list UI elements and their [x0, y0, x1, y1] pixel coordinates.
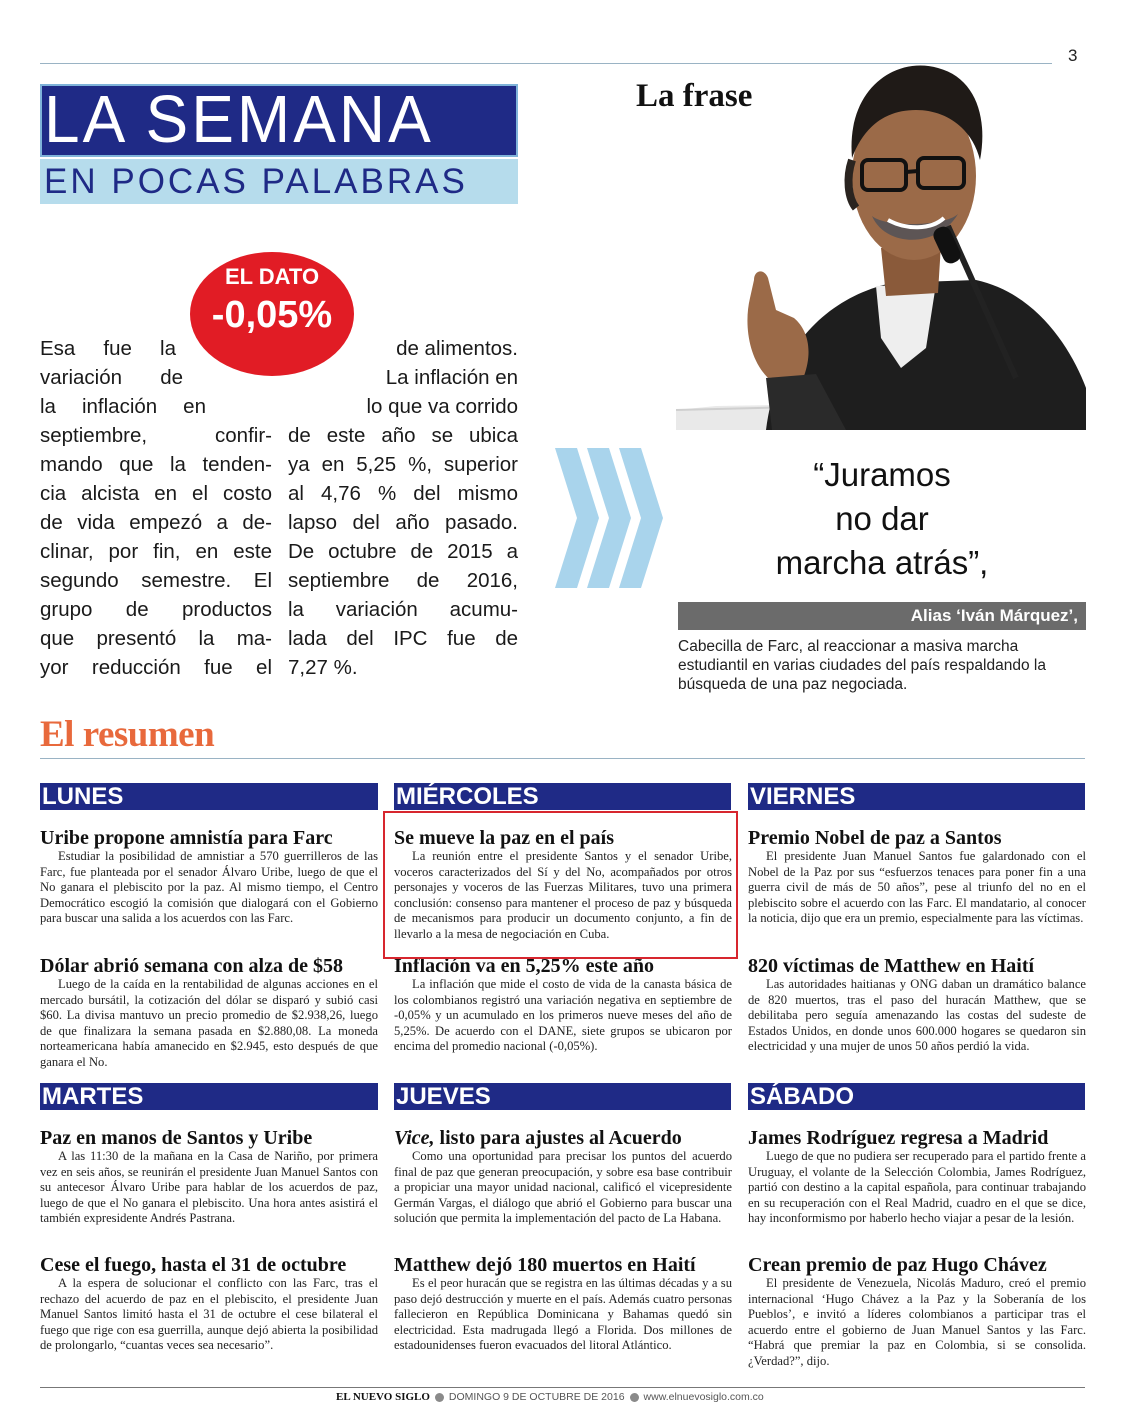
story [394, 1127, 732, 1227]
resumen-rule [40, 758, 1085, 759]
story-headline: Paz en manos de Santos y Uribe [40, 1127, 313, 1149]
story-body: La reunión entre el presidente Santos y el senador Uribe, voceros caracterizados del Sí y del No, acompañados por otros personajes y voceros de las Fuerzas Militares, tuvo una primera conclusión: consenso para mantener el proceso de paz y búsqueda de mecanismos para producir un documento conjunto, a fin de llevarlo a la mesa de negociación en Cuba. [394, 849, 732, 941]
story-headline: 820 víctimas de Matthew en Haití [748, 955, 1035, 977]
dato-right-line: De octubre de 2015 a [288, 540, 518, 563]
story-body: La inflación que mide el costo de vida de la canasta básica de los colombianos registró una variación negativa en septiembre de -0,05% y un acumulado en los primeros nueve meses del año de 5,25%. De acuerdo con el DANE, siete grupos se ubicaron por encima del promedio nacional (-0,05%). [394, 977, 732, 1054]
day-header-sabado: SÁBADO [748, 1083, 1085, 1110]
dato-left-line: septiembre, confir- [40, 424, 272, 447]
footer-brand: EL NUEVO SIGLO [336, 1391, 430, 1403]
alias-name: Alias ‘Iván Márquez’, [910, 606, 1078, 625]
footer-rule [40, 1387, 1085, 1388]
dato-right-line: septiembre de 2016, [288, 569, 518, 592]
footer-date: DOMINGO 9 DE OCTUBRE DE 2016 [448, 1391, 625, 1403]
masthead-title: LA SEMANA [44, 81, 434, 157]
footer [336, 1391, 816, 1403]
story-body: Las autoridades haitianas y ONG daban un dramático balance de 820 muertos, tras el paso del huracán Matthew, que se debilitaba pero seguía amenazando las costas del sudeste de Estados Unidos, en donde unos 600.000 hogares se quedaron sin electricidad y una mujer de unos 50 años perdió la vida. [748, 977, 1086, 1054]
resumen-title: El resumen [40, 714, 215, 755]
day-header-miercoles: MIÉRCOLES [394, 783, 731, 810]
story-headline: Matthew dejó 180 muertos en Haití [394, 1254, 696, 1276]
day-header-viernes: VIERNES [748, 783, 1085, 810]
story [40, 1254, 378, 1354]
dato-right-line: al 4,76 % del mismo [288, 482, 518, 505]
story [748, 1254, 1086, 1370]
dato-right-line: La inflación en [385, 366, 518, 389]
story-headline: Inflación va en 5,25% este año [394, 955, 654, 977]
frase-title: La frase [636, 78, 753, 114]
dato-right-line: la variación acumu- [288, 598, 518, 621]
story-headline-rest: listo para ajustes al Acuerdo [434, 1127, 682, 1149]
story-headline: Dólar abrió semana con alza de $58 [40, 955, 343, 977]
story-headline-italic: Vice, [394, 1127, 435, 1149]
chevron-arrows-icon [555, 448, 665, 588]
dato-left-line: mando que la tenden- [40, 453, 272, 476]
story [748, 827, 1086, 927]
day-header-jueves: JUEVES [394, 1083, 731, 1110]
day-header-martes: MARTES [40, 1083, 378, 1110]
story-headline: Cese el fuego, hasta el 31 de octubre [40, 1254, 347, 1276]
alias-description: Cabecilla de Farc, al reaccionar a masiva marcha estudiantil en varias ciudades del país respaldando la búsqueda de una paz negociada. [678, 638, 1046, 693]
story-body: El presidente de Venezuela, Nicolás Maduro, creó el premio internacional ‘Hugo Chávez a la Paz y la Soberanía de los Pueblos’, e invitó a líderes colombianos a participar tras el acuerdo entre el gobierno de Juan Manuel Santos y las Farc. “Habrá que premiar la paz en Colombia, si se consolida. ¿Verdad?”, dijo. [748, 1276, 1086, 1368]
quote-line: marcha atrás”, [775, 544, 989, 581]
bullet-icon [630, 1393, 639, 1402]
footer-url[interactable]: www.elnuevosiglo.com.co [643, 1391, 764, 1403]
story [748, 1127, 1086, 1227]
day-header-lunes: LUNES [40, 783, 378, 810]
story-headline: Uribe propone amnistía para Farc [40, 827, 333, 849]
story-body: Luego de que no pudiera ser recuperado para el partido frente a Uruguay, el volante de la Selección Colombia, James Rodríguez, partió con destino a la capital española, para continuar trabajando en su recuperación con el Real Madrid, cuadro en el que se dice, hay inconformismo por haberlo hecho viajar a pesar de la lesión. [748, 1149, 1086, 1226]
story-headline: James Rodríguez regresa a Madrid [748, 1127, 1049, 1149]
dato-right-line: lada del IPC fue de [288, 627, 518, 650]
dato-right-line: ya en 5,25 %, superior [288, 453, 518, 476]
dato-left-line: segundo semestre. El [40, 569, 272, 592]
quote-line: “Juramos [813, 456, 951, 493]
dato-right-line: de este año se ubica [288, 424, 518, 447]
story-body: Es el peor huracán que se registra en las últimas décadas y a su paso dejó destrucción y muerte en el país. Además cuatro personas fallecieron en República Dominicana y Bahamas quedó sin electricidad. Esta madrugada llegó a Florida. Dos millones de estadounidenses fueron evacuados del litoral Atlántico. [394, 1276, 732, 1353]
story-headline: Se mueve la paz en el país [394, 827, 614, 849]
dato-left-line: variación de [40, 366, 183, 389]
story-headline: Premio Nobel de paz a Santos [748, 827, 1002, 849]
dato-left-line: clinar, por fin, en este [40, 540, 272, 563]
dato-left-line: grupo de productos [40, 598, 272, 621]
dato-left-line: Esa fue la [40, 337, 176, 360]
story [394, 1254, 732, 1354]
story-headline: Crean premio de paz Hugo Chávez [748, 1254, 1047, 1276]
dato-right-line: 7,27 %. [288, 656, 358, 679]
dato-label: EL DATO [224, 264, 320, 289]
dato-value: -0,05% [211, 294, 333, 336]
story-body: Como una oportunidad para precisar los puntos del acuerdo final de paz que generan preocupación, y sobre esa base contribuir a propiciar una mayor unidad nacional, calificó el vicepresidente Germán Vargas, el diálogo que abrió el Gobierno para buscar una solución que permita la implementación del pacto de La Habana. [394, 1149, 732, 1226]
story-body: A la espera de solucionar el conflicto con las Farc, tras el rechazo del acuerdo de paz en el plebiscito, el presidente Juan Manuel Santos limitó hasta el 31 de octubre el cese bilateral el fuego que rige con esa guerrilla, aunque dejó abierta la posibilidad de prolongarlo, “cuantas veces sea necesario”. [40, 1276, 378, 1353]
story [40, 1127, 378, 1227]
page-number: 3 [1068, 46, 1078, 65]
dato-left-line: yor reducción fue el [40, 656, 272, 679]
dato-right-line: lapso del año pasado. [288, 511, 518, 534]
story-body: Estudiar la posibilidad de amnistiar a 570 guerrilleros de las Farc, fue planteada por el senador Álvaro Uribe, luego de que el No ganara el plebiscito por la paz. Al mismo tiempo, el Centro Democrático escogió la comisión que dialogará con el Gobierno para buscar una salida a los acuerdos con las Farc. [40, 849, 378, 926]
dato-right-line: de alimentos. [396, 337, 518, 360]
story [394, 955, 732, 1055]
dato-left-line: cia alcista en el costo [40, 482, 272, 505]
story [40, 827, 378, 927]
story-body: Luego de la caída en la rentabilidad de algunas acciones en el mercado bursátil, la cotización del dólar se disparó y subió casi $60. La divisa mantuvo un precio promedio de $2.938,26, luego de que finalizara la semana pasada en $2.880,08. La moneda norteamericana había amanecido en $2.945, esto después de que ganara el No. [40, 977, 378, 1069]
frase-quote [730, 453, 1034, 585]
bullet-icon [435, 1393, 444, 1402]
dato-left-line: que presentó la ma- [40, 627, 272, 650]
dato-right-line: lo que va corrido [366, 395, 518, 418]
dato-left-line: la inflación en [40, 395, 206, 418]
quote-line: no dar [835, 500, 929, 537]
dato-left-line: de vida empezó a de- [40, 511, 272, 534]
highlight-box [383, 811, 738, 959]
story-body: A las 11:30 de la mañana en la Casa de Nariño, por primera vez en seis años, se reunirán el presidente Juan Manuel Santos con su antecesor Álvaro Uribe para hablar de los acuerdos de paz, luego de que el No ganara el plebiscito. Una hora antes asistirá el también expresidente Andrés Pastrana. [40, 1149, 378, 1226]
story-body: El presidente Juan Manuel Santos fue galardonado con el Nobel de la Paz por sus “esfuerzos tenaces para poner fin a una guerra civil de más de 50 años”, pese al triunfo del no en el plebiscito sobre el acuerdo con las Farc. El mandatario, al conocer la noticia, dijo que era un premio, especialmente para las víctimas. [748, 849, 1086, 926]
story [748, 955, 1086, 1055]
story [40, 955, 378, 1071]
speaker-photo [676, 48, 1086, 430]
story-headline [394, 1127, 732, 1149]
masthead-subtitle: EN POCAS PALABRAS [44, 162, 468, 201]
